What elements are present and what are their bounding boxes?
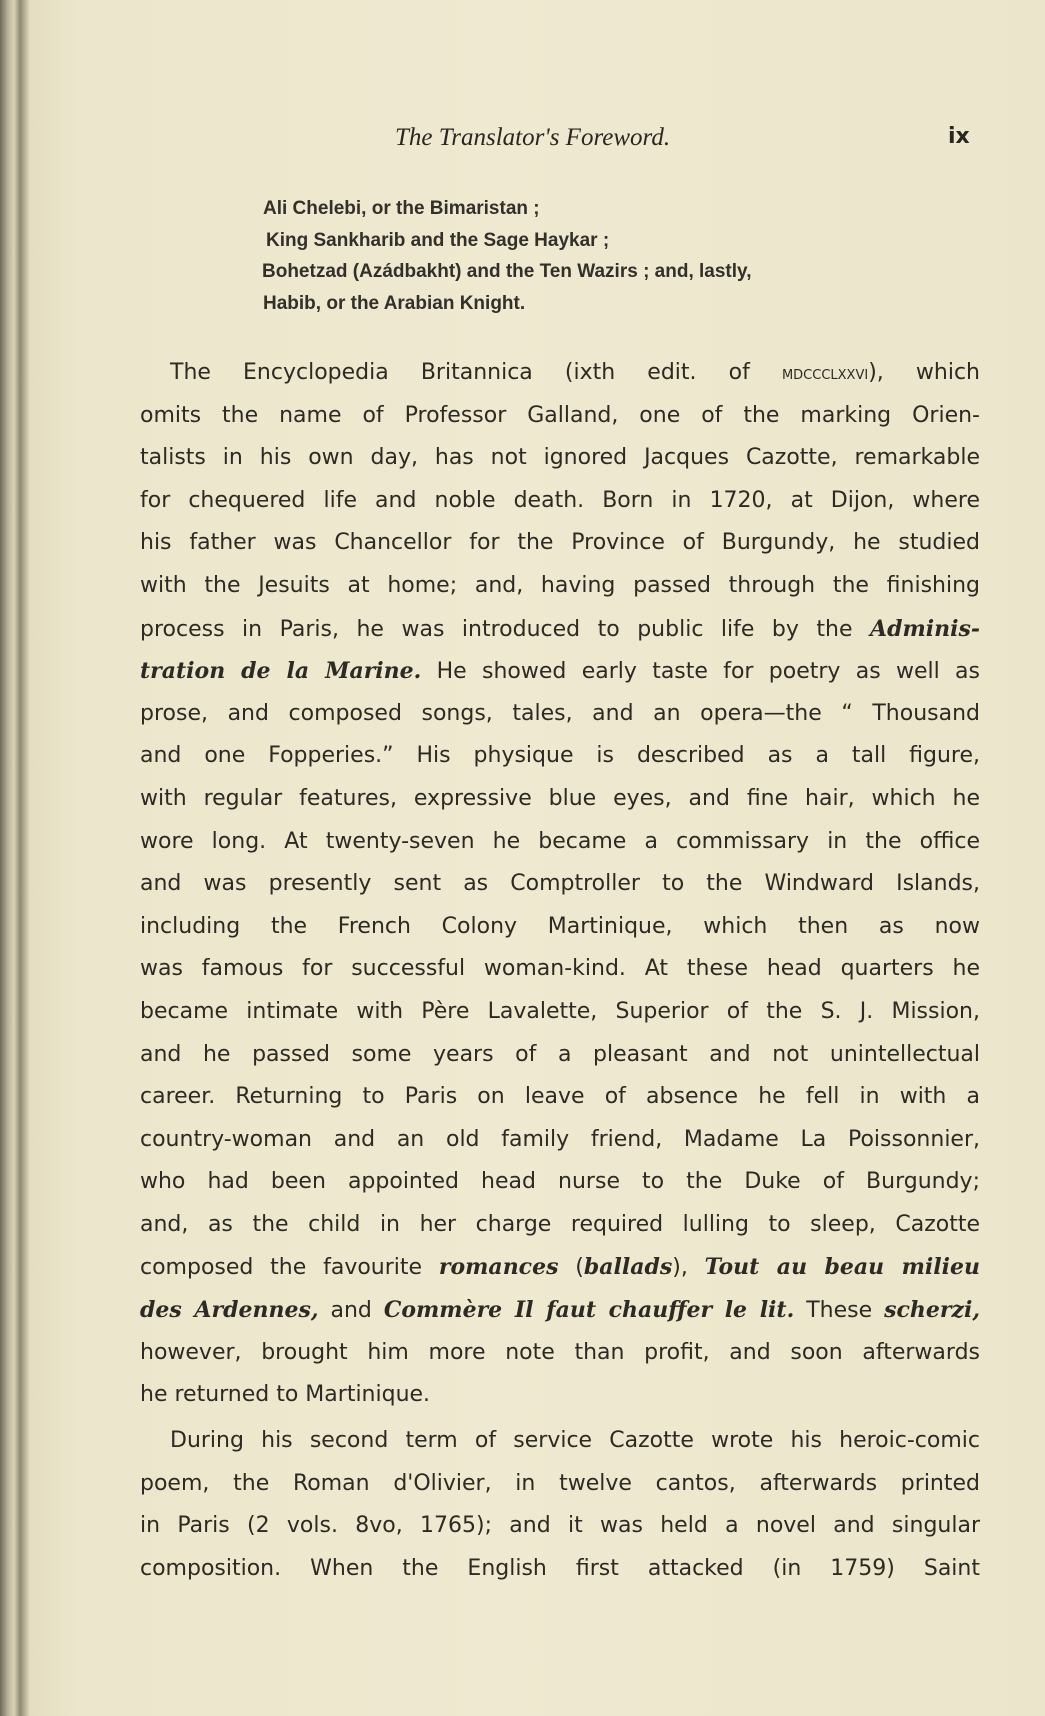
text-line: [140, 821, 980, 864]
text-line: [140, 1204, 980, 1247]
text-segment: composed the favourite: [140, 1255, 439, 1281]
text-segment: ), which: [868, 360, 980, 385]
italic-text: Tout au beau milieu: [704, 1254, 980, 1281]
italic-text: romances: [438, 1254, 559, 1281]
text-line: [140, 991, 980, 1034]
text-segment: The Encyclopedia Britannica (ixth edit. of: [170, 360, 782, 385]
italic-text: Adminis-: [870, 615, 980, 642]
text-line: [140, 1034, 980, 1077]
text-segment: with regular features, expressive blue eyes, and fine hair, which he: [140, 785, 980, 811]
text-segment: and one Fopperies.” His physique is described as a tall figure,: [140, 743, 980, 769]
text-line: [140, 1463, 980, 1506]
text-segment: for chequered life and noble death. Born in 1720, at Dijon, where: [140, 487, 980, 513]
text-segment: he returned to Martinique.: [140, 1382, 431, 1408]
header-title: The Translator's Foreword.: [395, 124, 671, 151]
list-item: Bohetzad (Azádbakht) and the Ten Wazirs ; and, lastly,: [262, 261, 752, 282]
italic-text: scherzi,: [884, 1297, 980, 1324]
text-line: [140, 522, 980, 565]
list-item: Habib, or the Arabian Knight.: [263, 292, 526, 314]
text-segment: (: [558, 1255, 584, 1281]
text-segment: and was presently sent as Comptroller to the Windward Islands,: [140, 871, 980, 897]
text-segment: During his second term of service Cazotte wrote his heroic-comic: [170, 1428, 980, 1453]
paragraph: [140, 352, 980, 1417]
text-segment: These: [794, 1298, 885, 1324]
text-segment: prose, and composed songs, tales, and an opera—the “ Thousand: [140, 700, 980, 726]
text-line: [140, 1119, 980, 1162]
list-item: Ali Chelebi, or the Bimaristan ;: [263, 198, 540, 219]
paragraph: [140, 1420, 980, 1590]
text-segment: omits the name of Professor Galland, one of the marking Orien-: [140, 402, 980, 428]
text-segment: who had been appointed head nurse to the Duke of Burgundy;: [140, 1169, 980, 1195]
text-segment: was famous for successful woman-kind. At these head quarters he: [140, 956, 980, 982]
italic-text: Commère Il faut chauffer le lit.: [383, 1297, 795, 1324]
text-segment: and, as the child in her charge required lulling to sleep, Cazotte: [140, 1211, 980, 1237]
text-line: [140, 352, 980, 395]
text-line: [140, 1374, 980, 1417]
text-line: [140, 906, 980, 949]
text-line: [140, 1505, 980, 1548]
text-line: [140, 1076, 980, 1119]
text-line: [140, 608, 980, 651]
text-line: [140, 565, 980, 608]
list-item: King Sankharib and the Sage Haykar ;: [266, 229, 610, 251]
text-segment: talists in his own day, has not ignored Jacques Cazotte, remarkable: [140, 445, 980, 471]
italic-text: des Ardennes,: [140, 1297, 319, 1324]
text-segment: and he passed some years of a pleasant and not unintellectual: [140, 1041, 980, 1067]
text-line: [140, 1289, 980, 1332]
text-segment: with the Jesuits at home; and, having passed through the finishing: [140, 572, 980, 598]
text-segment: including the French Colony Martinique, which then as now: [140, 913, 980, 939]
text-segment: He showed early taste for poetry as well as: [421, 659, 981, 685]
text-segment: process in Paris, he was introduced to public life by the: [140, 616, 871, 642]
text-line: [140, 735, 980, 778]
text-segment: career. Returning to Paris on leave of absence he fell in with a: [140, 1084, 980, 1110]
text-line: [140, 863, 980, 906]
text-segment: in Paris (2 vols. 8vo, 1765); and it was held a novel and singular: [140, 1513, 980, 1539]
text-line: [140, 395, 980, 438]
text-segment: however, brought him more note than profit, and soon afterwards: [140, 1339, 980, 1365]
text-segment: mdccclxxvi: [781, 363, 869, 384]
text-line: [140, 693, 980, 736]
italic-text: tration de la Marine.: [140, 658, 422, 685]
text-line: [140, 437, 980, 480]
text-line: [140, 1332, 980, 1375]
text-line: [140, 650, 980, 693]
text-segment: became intimate with Père Lavalette, Superior of the S. J. Mission,: [140, 998, 980, 1024]
italic-text: ballads: [583, 1254, 673, 1281]
text-segment: and: [318, 1298, 384, 1324]
text-segment: composition. When the English first attacked (in 1759) Saint: [140, 1555, 980, 1581]
text-line: [140, 480, 980, 523]
text-line: [140, 778, 980, 821]
text-segment: his father was Chancellor for the Province of Burgundy, he studied: [140, 530, 980, 556]
text-line: [140, 1548, 980, 1591]
text-line: [140, 1246, 980, 1289]
text-segment: poem, the Roman d'Olivier, in twelve cantos, afterwards printed: [140, 1470, 980, 1496]
page-number: ix: [948, 124, 970, 149]
text-line: [140, 948, 980, 991]
text-segment: wore long. At twenty-seven he became a commissary in the office: [140, 828, 980, 854]
text-segment: ),: [672, 1255, 705, 1281]
text-line: [140, 1161, 980, 1204]
story-list: [263, 193, 751, 319]
text-line: [140, 1420, 980, 1463]
text-segment: country-woman and an old family friend, Madame La Poissonnier,: [140, 1126, 980, 1152]
